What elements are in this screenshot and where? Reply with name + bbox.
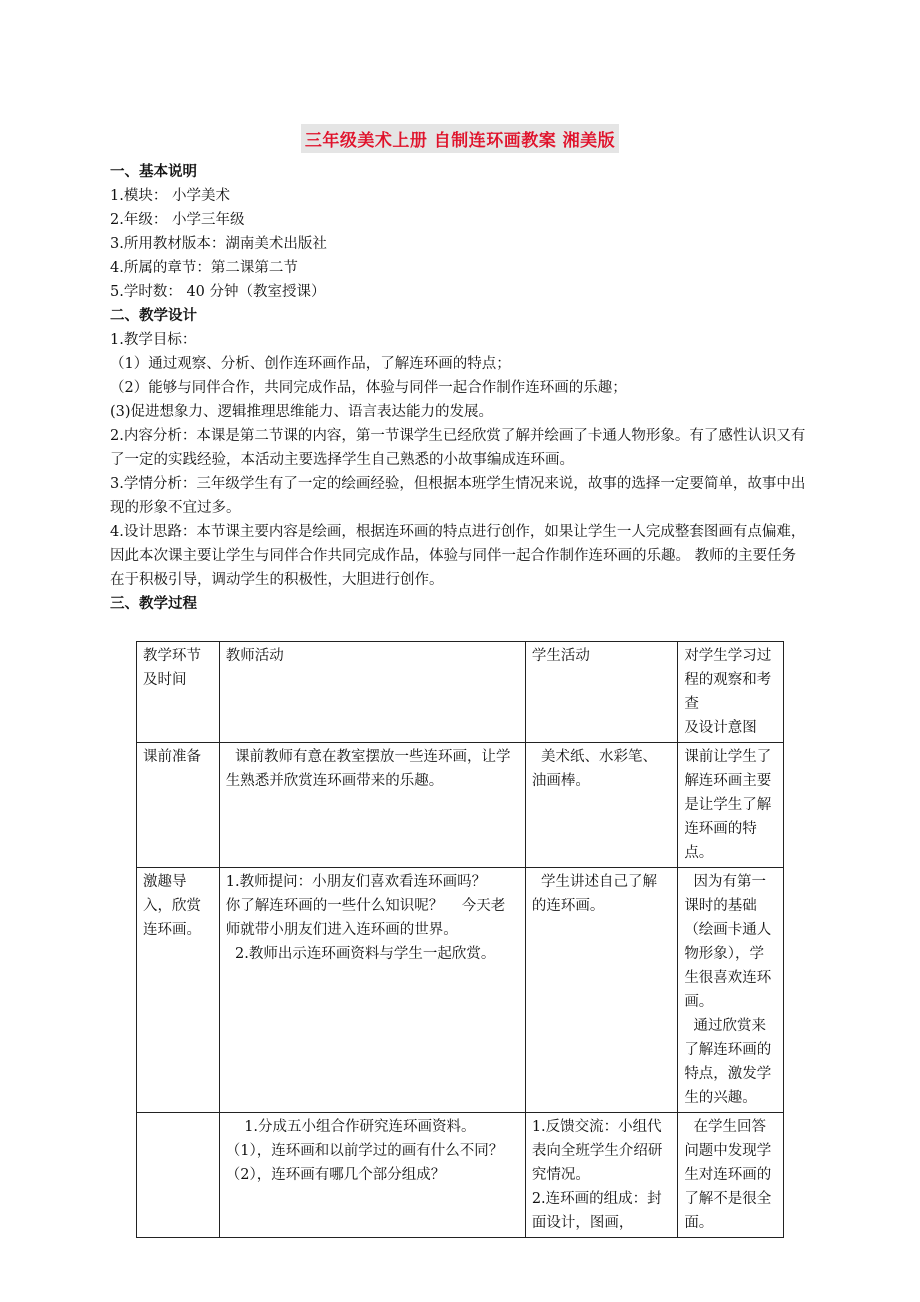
header-student: 学生活动 — [525, 642, 677, 743]
row1-observe: 课前让学生了解连环画主要是让学生了解连环画的特点。 — [678, 743, 784, 868]
table-header-row — [137, 642, 784, 743]
lesson-process-table — [136, 641, 784, 1238]
section3-heading: 三、教学过程 — [110, 595, 197, 612]
header-teacher: 教师活动 — [219, 642, 525, 743]
info-module: 1.模块： 小学美术 — [110, 188, 230, 204]
goal-1: （1）通过观察、分析、创作连环画作品，了解连环画的特点； — [110, 356, 511, 372]
goal-heading: 1.教学目标： — [110, 332, 197, 348]
row2-teacher: 1.教师提问：小朋友们喜欢看连环画吗？ 你了解连环画的一些什么知识呢？ 今天老师就带小朋友们进入连环画的世界。 2.教师出示连环画资料与学生一起欣赏。 — [219, 868, 525, 1113]
header-stage: 教学环节及时间 — [137, 642, 220, 743]
table-row — [137, 743, 784, 868]
info-hours: 5.学时数： 40 分钟（教室授课） — [110, 284, 326, 300]
table-row — [137, 868, 784, 1113]
row1-student: 美术纸、水彩笔、油画棒。 — [525, 743, 677, 868]
info-chapter: 4.所属的章节：第二课第二节 — [110, 260, 298, 276]
goal-3: (3)促进想象力、逻辑推理思维能力、语言表达能力的发展。 — [110, 404, 494, 420]
document-title: 三年级美术上册 自制连环画教案 湘美版 — [301, 124, 619, 153]
design-idea: 4.设计思路：本节课主要内容是绘画，根据连环画的特点进行创作，如果让学生一人完成整套图画有点偏难，因此本次课主要让学生与同伴合作共同完成作品，体验与同伴一起合作制作连环画的乐趣。 教师的主要任务在于积极引导，调动学生的积极性，大胆进行创作。 — [110, 524, 806, 588]
row3-student: 1.反馈交流：小组代表向全班学生介绍研究情况。 2.连环画的组成：封面设计，图画， — [525, 1113, 677, 1238]
table-row — [137, 1113, 784, 1238]
row1-stage: 课前准备 — [137, 743, 220, 868]
goal-2: （2）能够与同伴合作，共同完成作品，体验与同伴一起合作制作连环画的乐趣； — [110, 380, 627, 396]
row3-observe: 在学生回答问题中发现学生对连环画的了解不是很全面。 — [678, 1113, 784, 1238]
row2-observe: 因为有第一课时的基础（绘画卡通人物形象），学生很喜欢连环画。 通过欣赏来了解连环画的特点，激发学生的兴趣。 — [678, 868, 784, 1113]
section1-heading: 一、基本说明 — [110, 163, 197, 180]
student-analysis: 3.学情分析：三年级学生有了一定的绘画经验，但根据本班学生情况来说，故事的选择一定要简单，故事中出现的形象不宜过多。 — [110, 476, 806, 516]
content-analysis: 2.内容分析：本课是第二节课的内容，第一节课学生已经欣赏了解并绘画了卡通人物形象。有了感性认识又有了一定的实践经验，本活动主要选择学生自己熟悉的小故事编成连环画。 — [110, 428, 806, 468]
row2-stage: 激趣导入，欣赏连环画。 — [137, 868, 220, 1113]
section2-heading: 二、教学设计 — [110, 307, 197, 324]
info-textbook: 3.所用教材版本：湖南美术出版社 — [110, 236, 327, 252]
info-grade: 2.年级： 小学三年级 — [110, 212, 245, 228]
row3-stage — [137, 1113, 220, 1238]
row1-teacher: 课前教师有意在教室摆放一些连环画，让学生熟悉并欣赏连环画带来的乐趣。 — [219, 743, 525, 868]
document-title-wrap — [0, 124, 920, 153]
row2-student: 学生讲述自己了解的连环画。 — [525, 868, 677, 1113]
row3-teacher: 1.分成五小组合作研究连环画资料。 （1），连环画和以前学过的画有什么不同？ （2），连环画有哪几个部分组成？ — [219, 1113, 525, 1238]
document-body — [110, 160, 810, 616]
header-observe: 对学生学习过程的观察和考查 及设计意图 — [678, 642, 784, 743]
